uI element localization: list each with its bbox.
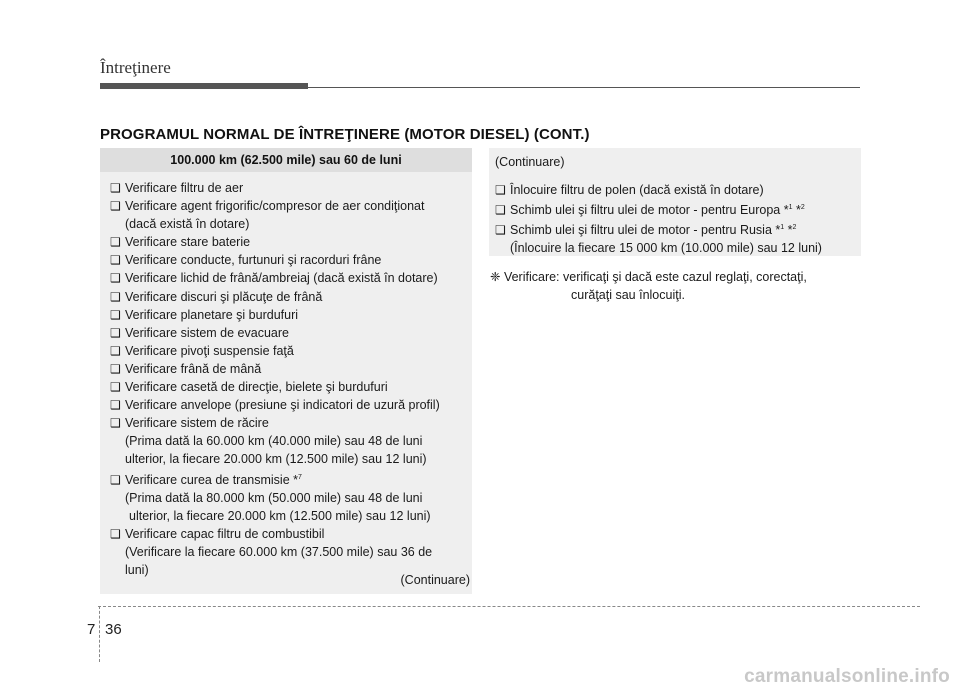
checklist-item-continuation xyxy=(110,450,472,468)
interval-heading: 100.000 km (62.500 mile) sau 60 de luni xyxy=(100,148,472,172)
checklist-text: (Prima dată la 80.000 km (50.000 mile) sau 48 de luni xyxy=(125,490,423,505)
checklist-text: Verificare frână de mână xyxy=(125,361,262,376)
maintenance-left-panel xyxy=(100,148,472,594)
maintenance-right-panel xyxy=(489,148,861,256)
checklist-item xyxy=(110,414,472,432)
checklist-item-continuation xyxy=(495,239,861,257)
checkbox-icon: ❑ xyxy=(110,325,121,340)
checklist-item xyxy=(110,342,472,360)
checklist-text: Verificare conducte, furtunuri şi racorduri frâne xyxy=(125,253,382,268)
checkbox-icon: ❑ xyxy=(110,253,121,268)
footnote-ref: 1 xyxy=(780,224,785,232)
checkbox-icon: ❑ xyxy=(110,343,121,358)
checklist-item xyxy=(495,199,861,219)
checklist-item xyxy=(110,324,472,342)
right-checklist xyxy=(495,181,861,257)
checklist-text: Verificare discuri şi plăcuţe de frână xyxy=(125,289,323,304)
checkbox-icon: ❑ xyxy=(495,203,506,218)
checklist-item xyxy=(110,269,472,287)
checklist-item xyxy=(495,181,861,199)
checkbox-icon: ❑ xyxy=(110,235,121,250)
legend-note-line-1: ❈ Verificare: verificaţi şi dacă este cazul reglaţi, corectaţi, xyxy=(490,270,807,284)
page-number xyxy=(87,621,122,638)
footer-rule xyxy=(98,606,920,607)
checklist-item xyxy=(110,288,472,306)
watermark: carmanualsonline.info xyxy=(744,666,950,687)
checkbox-icon: ❑ xyxy=(110,361,121,376)
checkbox-icon: ❑ xyxy=(495,223,506,238)
header-rule xyxy=(100,87,860,88)
checkbox-icon: ❑ xyxy=(110,307,121,322)
checklist-item xyxy=(110,233,472,251)
checklist-text: Schimb ulei şi filtru ulei de motor - pentru Europa * xyxy=(510,203,789,218)
checklist-item-continuation xyxy=(110,543,472,561)
continuation-label-right: (Continuare) xyxy=(495,155,565,169)
checklist-item xyxy=(110,360,472,378)
legend-note-line-2: curăţaţi sau înlocuiţi. xyxy=(571,288,685,302)
checklist-text: Verificare casetă de direcţie, bielete şi burdufuri xyxy=(125,380,388,395)
checklist-text: Verificare sistem de răcire xyxy=(125,416,269,431)
checkbox-icon: ❑ xyxy=(110,380,121,395)
continuation-label-left: (Continuare) xyxy=(400,573,470,587)
checkbox-icon: ❑ xyxy=(110,199,121,214)
footnote-ref: 2 xyxy=(800,204,805,212)
checklist-text: Verificare stare baterie xyxy=(125,235,251,250)
footnote-ref: 1 xyxy=(788,204,793,212)
checklist-text: Verificare anvelope (presiune şi indicatori de uzură profil) xyxy=(125,398,440,413)
checklist-text: Verificare lichid de frână/ambreiaj (dacă există în dotare) xyxy=(125,271,438,286)
checklist-text: Înlocuire filtru de polen (dacă există în dotare) xyxy=(510,183,764,197)
checklist-item-continuation xyxy=(110,215,472,233)
checkbox-icon: ❑ xyxy=(110,289,121,304)
checkbox-icon: ❑ xyxy=(110,398,121,413)
checklist-text: Verificare curea de transmisie * xyxy=(125,472,298,487)
checkbox-icon: ❑ xyxy=(110,271,121,286)
checklist-item xyxy=(110,469,472,489)
checklist-text: Verificare sistem de evacuare xyxy=(125,325,289,340)
page-heading: PROGRAMUL NORMAL DE ÎNTREŢINERE (MOTOR DIESEL) (CONT.) xyxy=(100,126,590,143)
checklist-text: ulterior, la fiecare 20.000 km (12.500 mile) sau 12 luni) xyxy=(125,452,427,467)
checklist-item xyxy=(110,306,472,324)
footnote-ref: 2 xyxy=(792,224,797,232)
checklist-item xyxy=(495,219,861,239)
checkbox-icon: ❑ xyxy=(110,181,121,195)
checklist-item xyxy=(110,396,472,414)
checklist-text: (Înlocuire la fiecare 15 000 km (10.000 mile) sau 12 luni) xyxy=(510,241,822,256)
checklist-item-continuation xyxy=(110,507,472,525)
legend-note xyxy=(490,268,807,304)
chapter-number: 7 xyxy=(87,621,96,638)
checklist-text: (dacă există în dotare) xyxy=(125,217,250,232)
checklist-text: Verificare pivoţi suspensie faţă xyxy=(125,343,294,358)
checkbox-icon: ❑ xyxy=(110,416,121,431)
checklist-text: Verificare capac filtru de combustibil xyxy=(125,526,325,541)
checkbox-icon: ❑ xyxy=(495,183,506,197)
checklist-text: * xyxy=(792,203,801,218)
checklist-text: Verificare agent frigorific/compresor de aer condiţionat xyxy=(125,199,425,214)
checklist-item-continuation xyxy=(110,432,472,450)
checklist-text: (Verificare la fiecare 60.000 km (37.500 mile) sau 36 de xyxy=(125,544,433,559)
checklist-text: Schimb ulei şi filtru ulei de motor - pentru Rusia * xyxy=(510,223,781,238)
checklist-text: Verificare planetare şi burdufuri xyxy=(125,307,299,322)
checklist-item xyxy=(110,251,472,269)
checklist-item xyxy=(110,525,472,543)
checkbox-icon: ❑ xyxy=(110,526,121,541)
checkbox-icon: ❑ xyxy=(110,472,121,487)
header-accent-bar xyxy=(100,83,308,89)
left-checklist xyxy=(100,172,472,579)
checklist-text: (Prima dată la 60.000 km (40.000 mile) sau 48 de luni xyxy=(125,434,423,449)
checklist-text: * xyxy=(784,223,793,238)
checklist-text: ulterior, la fiecare 20.000 km (12.500 mile) sau 12 luni) xyxy=(129,508,431,523)
checklist-item xyxy=(110,179,472,197)
section-title: Întreţinere xyxy=(100,58,171,77)
checklist-text: luni) xyxy=(125,562,149,577)
checklist-item-continuation xyxy=(110,489,472,507)
footnote-ref: 7 xyxy=(298,473,302,481)
page-number-value: 36 xyxy=(105,621,122,638)
checklist-item xyxy=(110,378,472,396)
checklist-text: Verificare filtru de aer xyxy=(125,181,244,195)
checklist-item xyxy=(110,197,472,215)
